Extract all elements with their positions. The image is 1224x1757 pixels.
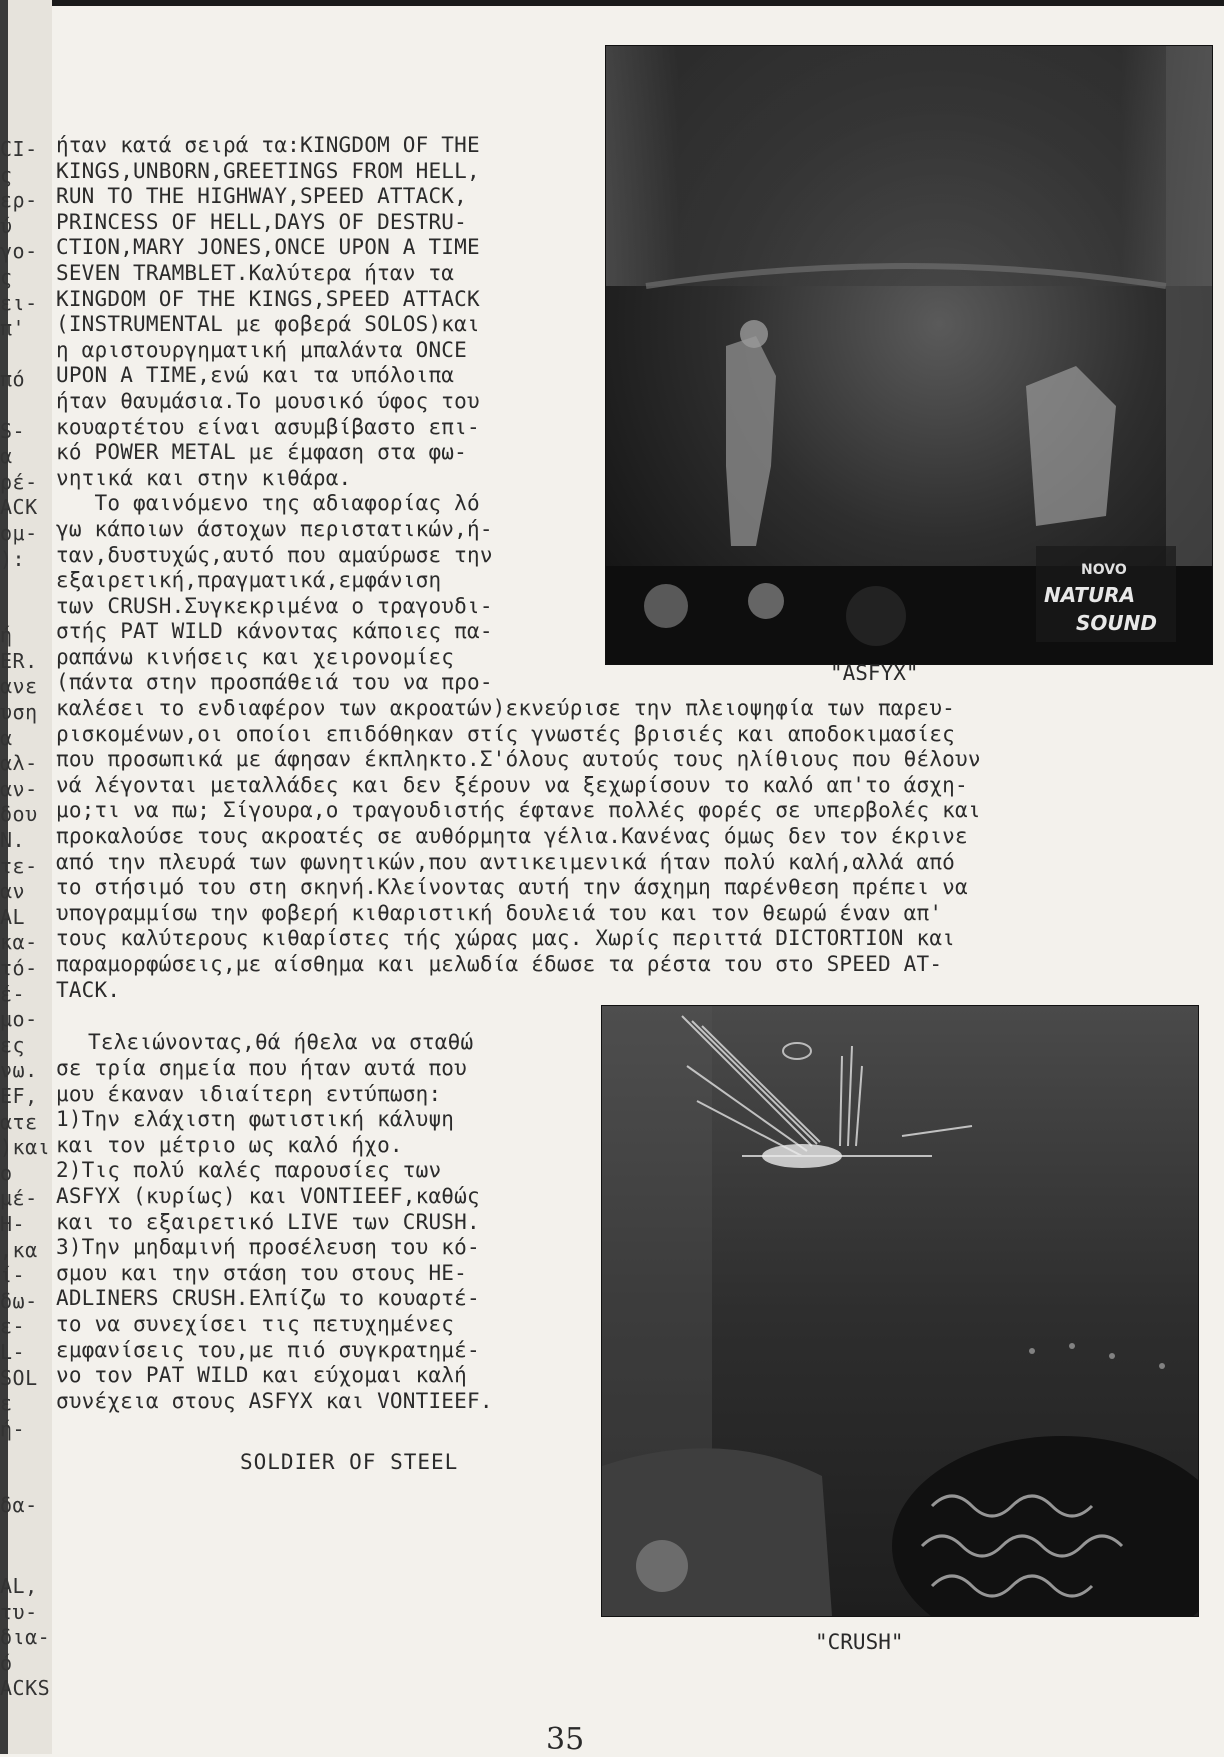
gutter-fragment: ανε (0, 674, 38, 699)
text-line: ήταν θαυμάσια.Το μουσικό ύφος του (56, 388, 480, 413)
text-line: γω κάποιων άστοχων περιστατικών,ή- (56, 516, 493, 541)
gutter-fragment: ς (0, 162, 13, 187)
gutter-fragment: κα- (0, 930, 38, 955)
article-wide-paragraph (56, 696, 981, 1003)
text-line: ήταν κατά σειρά τα:KINGDOM OF THE (56, 133, 480, 157)
text-line: KINGS,UNBORN,GREETINGS FROM HELL, (56, 158, 480, 183)
text-line: σμου και την στάση του στους HE- (56, 1260, 467, 1285)
article-column-2-first-line: Τελειώνοντας,θά ήθελα να σταθώ (88, 1030, 474, 1054)
gutter-fragment: α (0, 444, 13, 469)
text-line: ταν,δυστυχώς,αυτό που αμαύρωσε την (56, 542, 493, 567)
logo-text-1: NOVO (1081, 562, 1127, 578)
text-line: η αριστουργηματική μπαλάντα ONCE (56, 337, 467, 362)
gutter-fragment: ο (0, 1160, 13, 1185)
gutter-fragment: AL (0, 904, 26, 929)
gutter-fragment (0, 393, 50, 419)
gutter-fragment: S- (0, 418, 26, 443)
text-line: και το εξαιρετικό LIVE των CRUSH. (56, 1209, 480, 1234)
text-line: προκαλούσε τους ακροατές σε αυθόρμητα γέλια.Κανένας όμως δεν τον έκρινε (56, 823, 968, 848)
gutter-fragment: AL, (0, 1574, 38, 1598)
text-line: 2)Τις πολύ καλές παρουσίες των (56, 1158, 442, 1183)
gutter-fragment: τε- (0, 853, 38, 878)
text-line: SEVEN TRAMBLET.Καλύτερα ήταν τα (56, 260, 455, 285)
text-line: UPON A TIME,ενώ και τα υπόλοιπα (56, 363, 455, 388)
gutter-fragment: ή- (0, 1416, 26, 1441)
text-line: ραπάνω κινήσεις και χειρονομίες (56, 644, 455, 669)
gutter-fragment: μέ- (0, 1186, 38, 1211)
text-line: CTION,MARY JONES,ONCE UPON A TIME (56, 235, 480, 260)
text-line: 3)Την μηδαμινή προσέλευση του κό- (56, 1235, 480, 1260)
gutter-fragment: SOL (0, 1365, 38, 1390)
photo-asfyx (606, 46, 1212, 664)
text-line: ρισκομένων,οι οποίοι επιδόθηκαν στίς γνωστές βρισιές και αποδοκιμασίες (56, 721, 956, 746)
text-line: των CRUSH.Συγκεκριμένα ο τραγουδι- (56, 593, 493, 618)
article-column-1 (56, 133, 493, 696)
gutter-fragment: μο- (0, 1007, 38, 1032)
gutter-fragment: L- (0, 1339, 26, 1364)
text-line: PRINCESS OF HELL,DAYS OF DESTRU- (56, 209, 467, 234)
text-line: υπογραμμίσω την φοβερή κιθαριστική δουλειά του και τον θεωρώ έναν απ' (56, 900, 943, 925)
gutter-fragment: δια- (0, 1625, 51, 1650)
text-line: το να συνεχίσει τις πετυχημένες (56, 1311, 455, 1336)
photo-caption-asfyx: "ASFYX" (830, 661, 919, 685)
gutter-fragment: π' (0, 316, 26, 341)
gutter-fragment: ς (0, 264, 13, 289)
text-line: και τον μέτριο ως καλό ήχο. (56, 1132, 403, 1157)
text-line: νά λέγονται μεταλλάδες και δεν ξέρουν να ξεχωρίσουν το καλό απ'το άσχη- (56, 772, 968, 797)
text-line: ASFYX (κυρίως) και VONTIEEF,καθώς (56, 1183, 480, 1208)
text-line: Το φαινόμενο της αδιαφορίας λό (56, 491, 480, 516)
text-line: κό POWER METAL με έμφαση στα φω- (56, 440, 467, 465)
text-line: μου έκαναν ιδιαίτερη εντύπωση: (56, 1081, 442, 1106)
gutter-fragment: H- (0, 1211, 26, 1236)
text-line: στής PAT WILD κάνοντας κάποιες πα- (56, 619, 493, 644)
gutter-fragment: ερ- (0, 188, 38, 213)
gutter-fragment: αλ- (0, 751, 38, 776)
gutter-fragment (0, 342, 50, 368)
gutter-fragment: τυ- (0, 1599, 38, 1624)
gutter-fragment: CI- (0, 137, 38, 161)
author-signature: SOLDIER OF STEEL (240, 1450, 459, 1474)
gutter-fragments-bottom (0, 1574, 50, 1702)
gutter-fragment: πό (0, 367, 26, 392)
gutter-fragment: ε (0, 1391, 13, 1416)
gutter-fragment: ,κα (0, 1237, 38, 1262)
article-column-2 (56, 1056, 493, 1414)
gutter-fragment: ες (0, 1032, 26, 1057)
gutter-fragment: γο- (0, 239, 38, 264)
text-line: από την πλευρά των φωνητικών,που αντικειμενικά ήταν πολύ καλή,αλλά από (56, 849, 956, 874)
gutter-fragment: δα- (0, 1493, 38, 1518)
text-line: εξαιρετική,πραγματικά,εμφάνιση (56, 568, 442, 593)
text-line: νητικά και στην κιθάρα. (56, 465, 352, 490)
gutter-fragment: ε- (0, 1314, 26, 1339)
text-line: (INSTRUMENTAL με φοβερά SOLOS)και (56, 312, 480, 337)
gutter-fragment: ): (0, 546, 26, 571)
gutter-fragments-top (0, 137, 50, 1519)
gutter-fragment: δου (0, 802, 38, 827)
text-line: τους καλύτερους κιθαρίστες τής χώρας μας. Χωρίς περιττά DICTORTION και (56, 926, 956, 951)
page-number: 35 (546, 1722, 585, 1757)
gutter-fragment (0, 598, 50, 624)
gutter-fragment: ατε (0, 1109, 38, 1134)
text-line: RUN TO THE HIGHWAY,SPEED ATTACK, (56, 184, 467, 209)
sound-company-logo (1036, 546, 1176, 642)
gutter-fragment: ομ- (0, 520, 38, 545)
text-line: παραμορφώσεις,με αίσθημα και μελωδία έδωσε τα ρέστα του στο SPEED AT- (56, 951, 943, 976)
gutter-fragment: )και (0, 1135, 51, 1160)
text-line: 1)Την ελάχιστη φωτιστική κάλυψη (56, 1107, 455, 1132)
gutter-fragment (0, 1442, 50, 1468)
gutter-fragment: ό (0, 1650, 13, 1675)
photo-crush (602, 1006, 1198, 1616)
gutter-fragment: νω. (0, 1058, 38, 1083)
text-line: (πάντα στην προσπάθειά του να προ- (56, 670, 493, 695)
gutter-fragment: υση (0, 700, 38, 725)
gutter-fragment: ύ (0, 213, 13, 238)
text-line: σε τρία σημεία που ήταν αυτά που (56, 1056, 467, 1080)
gutter-fragment: ή (0, 623, 13, 648)
text-line: TACK. (56, 977, 121, 1002)
text-line: καλέσει το ενδιαφέρον των ακροατών)εκνεύρισε την πλειοψηφία των παρευ- (56, 696, 956, 720)
gutter-fragment: ί- (0, 1263, 26, 1288)
text-line: KINGDOM OF THE KINGS,SPEED ATTACK (56, 286, 480, 311)
gutter-fragment: αν (0, 879, 26, 904)
text-line: το στήσιμό του στη σκηνή.Κλείνοντας αυτή την άσχημη παρένθεση πρέπει να (56, 875, 968, 900)
gutter-fragment: α (0, 725, 13, 750)
gutter-fragment: ρέ- (0, 469, 38, 494)
gutter-fragment: δω- (0, 1288, 38, 1313)
previous-page-gutter (0, 0, 52, 1754)
gutter-fragment (0, 1468, 50, 1494)
text-line: εμφανίσεις του,με πιό συγκρατημέ- (56, 1337, 480, 1362)
text-line: που προσωπικά με άφησαν έκπληκτο.Σ'όλους αυτούς τους ηλίθιους που θέλουν (56, 747, 981, 772)
gutter-fragment: N. (0, 828, 26, 853)
gutter-fragment (0, 572, 50, 598)
gutter-fragment: ER. (0, 648, 38, 673)
scan-top-edge (0, 0, 1224, 6)
photo-caption-crush: "CRUSH" (815, 1630, 904, 1654)
text-line: συνέχεια στους ASFYX και VONTIEEF. (56, 1388, 493, 1413)
logo-text-2: NATURA (1044, 583, 1136, 607)
gutter-fragment: έ- (0, 981, 26, 1006)
gutter-fragment: EF, (0, 1083, 38, 1108)
gutter-fragment: ει- (0, 290, 38, 315)
text-line: ADLINERS CRUSH.Ελπίζω το κουαρτέ- (56, 1286, 480, 1311)
gutter-fragment: αν- (0, 776, 38, 801)
logo-text-3: SOUND (1076, 611, 1157, 635)
gutter-fragment: ACKS (0, 1676, 51, 1701)
gutter-fragment: ACK (0, 495, 38, 520)
text-line: κουαρτέτου είναι ασυμβίβαστο επι- (56, 414, 480, 439)
text-line: νο τον PAT WILD και εύχομαι καλή (56, 1363, 467, 1388)
text-line: μο;τι να πω; Σίγουρα,ο τραγουδιστής έφτανε πολλές φορές σε υπερβολές και (56, 798, 981, 823)
gutter-fragment: τό- (0, 956, 38, 980)
